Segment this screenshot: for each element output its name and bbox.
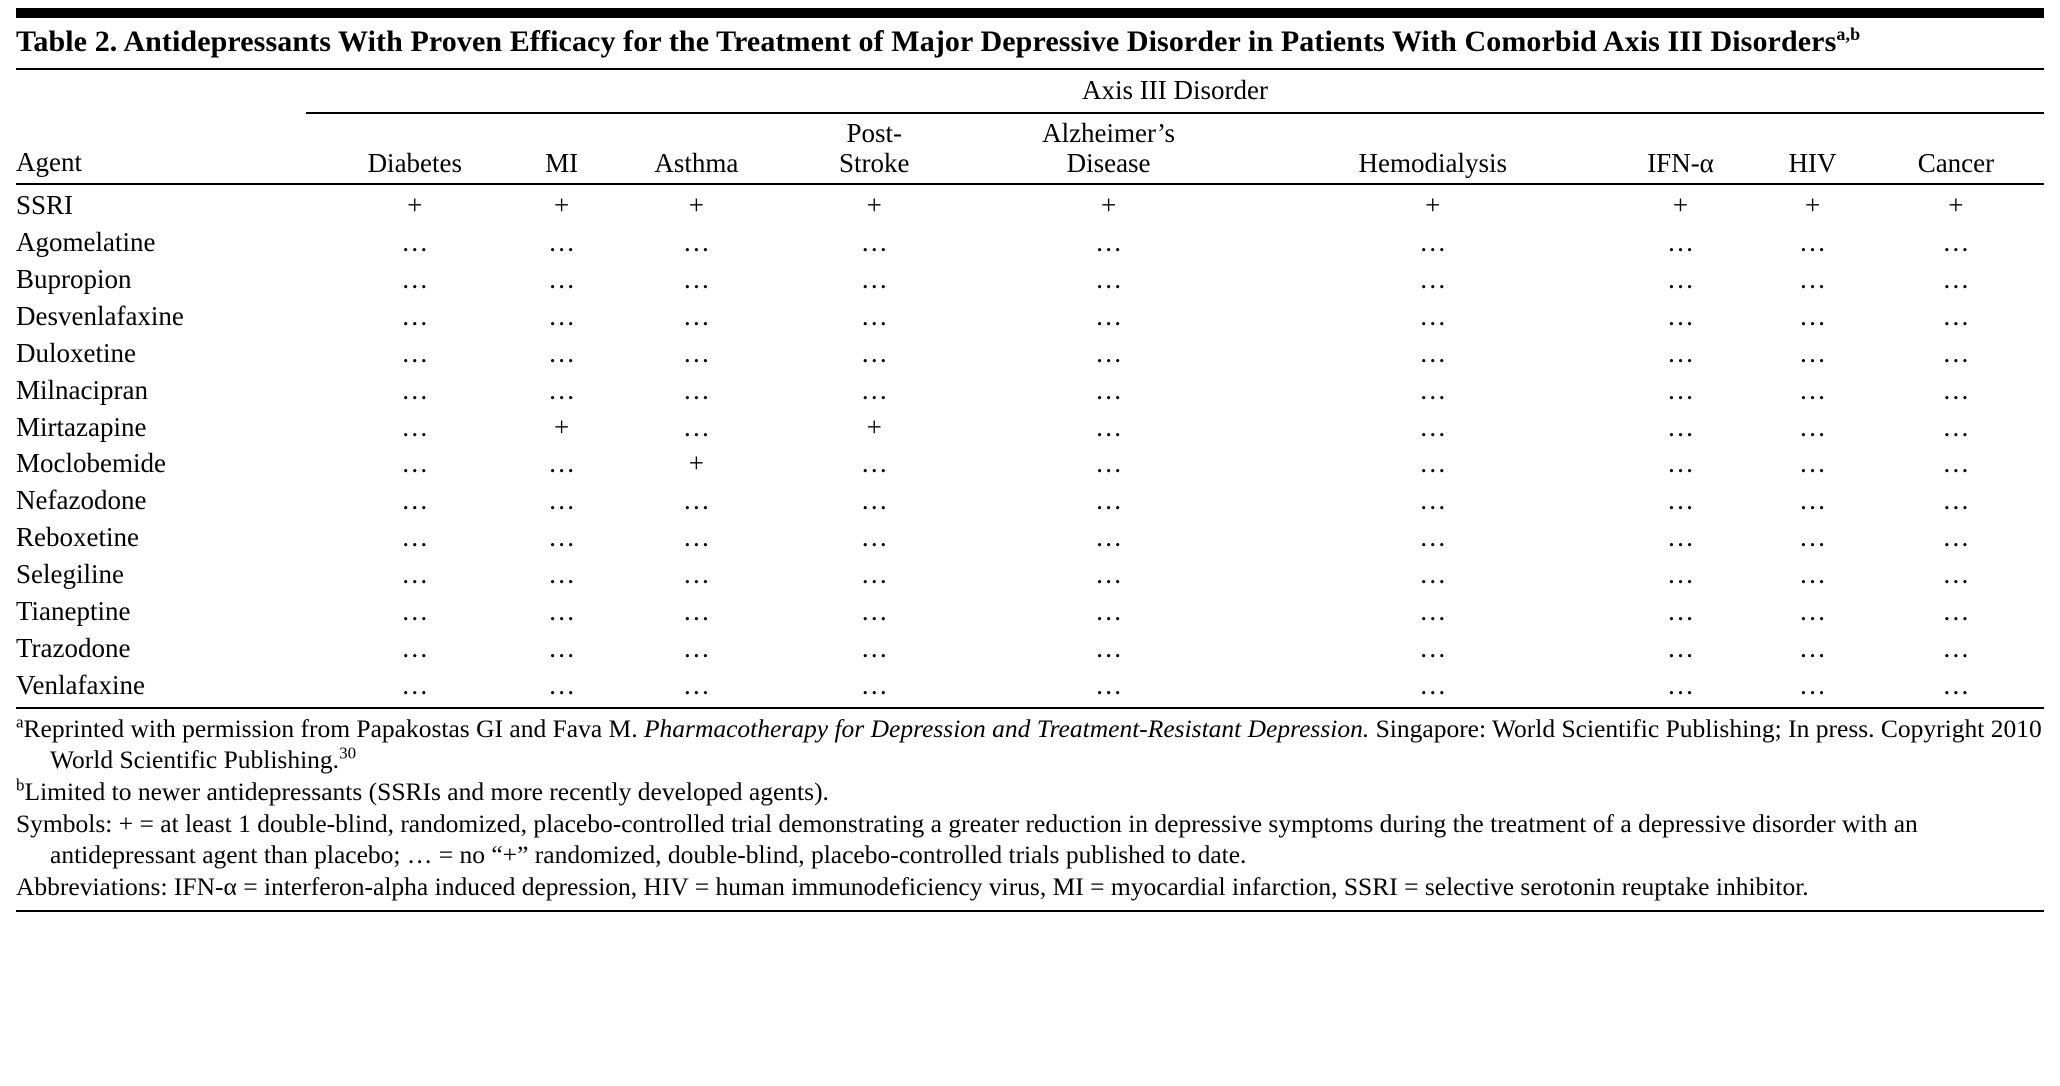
cell-agent-name: Selegiline [16,559,124,590]
cell-value: … [860,669,888,700]
top-rule [16,8,2044,18]
footnote-abbreviations [16,871,2044,902]
cell-value: … [1419,227,1447,258]
footnotes [16,713,2044,903]
cell-value: … [401,632,429,663]
cell-value: + [1672,190,1689,221]
cell-value: … [1942,337,1970,368]
cell-value: … [548,485,576,516]
cell-value: … [682,227,710,258]
cell-agent-name: Desvenlafaxine [16,301,184,332]
cell-value: … [401,485,429,516]
cell-value: … [1419,374,1447,405]
cell-value: … [548,374,576,405]
cell-value: … [1799,632,1827,663]
cell-value: … [1942,669,1970,700]
cell-value: … [401,227,429,258]
cell-agent-name: Milnacipran [16,374,148,405]
cell-value: … [401,448,429,479]
cell-value: … [1942,448,1970,479]
column-header-mi: MI [545,148,579,179]
cell-value: … [1942,411,1970,442]
cell-value: … [1419,337,1447,368]
column-header-row [16,114,2044,183]
bottom-rule [16,910,2044,912]
cell-value: … [1095,559,1123,590]
cell-value: … [1095,669,1123,700]
cell-value: … [1667,374,1695,405]
cell-value: … [1667,559,1695,590]
cell-value: … [1419,669,1447,700]
table-row [16,520,2044,557]
cell-value: … [1419,485,1447,516]
cell-value: … [860,559,888,590]
footnote-a-part2: Singapore: World Scientific Publishing; In press. Copyright 2010 World Scientific Publishing. [50,713,2042,774]
cell-value: … [860,374,888,405]
antidepressant-efficacy-table [16,70,2044,707]
body-bottom-rule [16,707,2044,709]
table-row [16,483,2044,520]
cell-value: … [1942,264,1970,295]
cell-value: … [401,301,429,332]
cell-value: … [860,264,888,295]
cell-agent-name: Duloxetine [16,337,136,368]
cell-value: … [548,559,576,590]
cell-value: … [1667,632,1695,663]
cell-value: … [682,301,710,332]
cell-value: … [1667,264,1695,295]
table-row [16,262,2044,299]
cell-value: … [1095,301,1123,332]
column-header-diabetes: Diabetes [367,148,463,179]
table-row [16,557,2044,594]
table-row [16,668,2044,707]
cell-value: … [1419,411,1447,442]
footnote-a-italic: Pharmacotherapy for Depression and Treatment-Resistant Depression. [643,713,1370,743]
cell-value: … [1095,337,1123,368]
cell-value: … [682,411,710,442]
column-header-hemodialysis: Hemodialysis [1358,148,1507,179]
cell-value: … [682,337,710,368]
cell-value: … [401,337,429,368]
cell-value: … [548,448,576,479]
cell-value: … [1799,411,1827,442]
cell-value: + [553,411,570,442]
table-title [16,24,2044,60]
cell-agent-name: SSRI [16,190,74,221]
cell-value: + [1100,190,1117,221]
cell-value: … [1095,227,1123,258]
footnote-symbols [16,808,2044,870]
cell-value: … [1942,374,1970,405]
footnote-a-part1: Reprinted with permission from Papakostas GI and Fava M. [23,713,644,743]
cell-value: … [1942,559,1970,590]
cell-value: … [682,559,710,590]
cell-value: … [860,595,888,626]
column-header-asthma: Asthma [654,148,739,179]
footnote-b-marker: b [16,775,25,795]
table-head [16,70,2044,185]
cell-value: … [1942,485,1970,516]
table-row [16,336,2044,373]
cell-value: … [682,522,710,553]
cell-value: + [553,190,570,221]
cell-value: … [1667,669,1695,700]
cell-value: … [1095,632,1123,663]
cell-value: … [1799,559,1827,590]
cell-value: + [1425,190,1441,221]
cell-value: … [1942,522,1970,553]
cell-value: … [1419,522,1447,553]
cell-value: … [548,301,576,332]
footnote-a-marker: a [16,712,24,731]
cell-agent-name: Venlafaxine [16,669,145,700]
footnote-abbreviations-text: Abbreviations: IFN-α = interferon-alpha induced depression, HIV = human immunodeficiency virus, MI = myocardial infarction, SSRI = selective serotonin reuptake inhibitor. [16,872,1809,902]
cell-value: … [1095,448,1123,479]
cell-value: … [1095,522,1123,553]
cell-value: … [1419,632,1447,663]
cell-value: … [1942,227,1970,258]
cell-value: + [688,190,704,221]
table-title-text: Table 2. Antidepressants With Proven Efficacy for the Treatment of Major Depressive Disorder in Patients With Comorbid Axis III Disorders [16,25,1837,58]
cell-value: … [682,632,710,663]
group-header-axis-iii: Axis III Disorder [1082,75,1268,105]
cell-value: … [1095,485,1123,516]
column-header-post-stroke: Post- Stroke [839,118,910,179]
cell-value: … [682,485,710,516]
table-row [16,410,2044,447]
cell-value: … [401,522,429,553]
cell-value: … [1667,411,1695,442]
cell-value: + [1948,190,1964,221]
cell-value: … [1667,448,1695,479]
cell-value: + [407,190,423,221]
cell-value: … [401,559,429,590]
cell-value: … [401,595,429,626]
table-row [16,185,2044,225]
cell-value: … [860,337,888,368]
cell-value: + [688,448,704,479]
cell-agent-name: Moclobemide [16,448,166,479]
table-row [16,594,2044,631]
cell-value: … [401,411,429,442]
cell-agent-name: Mirtazapine [16,411,147,442]
table-row [16,225,2044,262]
footnote-a-reference: 30 [339,743,357,763]
cell-agent-name: Agomelatine [16,227,156,258]
cell-value: … [682,595,710,626]
cell-value: … [1942,595,1970,626]
footnote-a [16,713,2044,775]
cell-value: … [682,264,710,295]
table-row [16,446,2044,483]
cell-value: … [1942,632,1970,663]
cell-value: … [1799,522,1827,553]
cell-value: … [1095,264,1123,295]
column-header-hiv: HIV [1788,148,1837,179]
cell-value: … [1095,411,1123,442]
cell-value: … [1799,301,1827,332]
cell-agent-name: Tianeptine [16,595,131,626]
cell-value: … [682,374,710,405]
cell-value: … [860,485,888,516]
cell-value: … [1799,374,1827,405]
cell-value: … [1667,301,1695,332]
cell-agent-name: Trazodone [16,632,131,663]
column-header-alzheimers-disease: Alzheimer’s Disease [1042,118,1176,179]
footnote-symbols-text: Symbols: + = at least 1 double-blind, randomized, placebo-controlled trial demonstrating a greater reduction in depressive symptoms during the treatment of a depressive disorder with an antidepressant agent than placebo; … = no “+” randomized, double-blind, placebo-controlled trials published to date. [16,808,1918,869]
cell-agent-name: Bupropion [16,264,132,295]
cell-agent-name: Nefazodone [16,485,147,516]
cell-value: … [860,448,888,479]
cell-value: … [1419,264,1447,295]
cell-value: … [860,632,888,663]
cell-value: … [1799,448,1827,479]
cell-agent-name: Reboxetine [16,522,139,553]
cell-value: + [1804,190,1821,221]
column-header-cancer: Cancer [1917,148,1995,179]
cell-value: … [548,337,576,368]
cell-value: … [1419,448,1447,479]
table-row [16,373,2044,410]
cell-value: … [860,522,888,553]
cell-value: … [548,522,576,553]
cell-value: … [1799,595,1827,626]
column-header-ifn-alpha: IFN-α [1647,148,1714,179]
cell-value: … [1667,227,1695,258]
cell-value: … [548,669,576,700]
cell-value: … [1799,337,1827,368]
footnote-b-text: Limited to newer antidepressants (SSRIs and more recently developed agents). [24,776,829,806]
cell-value: … [1799,264,1827,295]
cell-value: … [548,264,576,295]
column-header-agent: Agent [16,147,82,178]
table-body [16,185,2044,706]
cell-value: … [1667,337,1695,368]
cell-value: … [860,227,888,258]
cell-value: + [866,411,882,442]
cell-value: … [548,632,576,663]
cell-value: … [401,669,429,700]
cell-value: … [1667,522,1695,553]
cell-value: … [401,374,429,405]
cell-value: … [1799,485,1827,516]
table-title-footnote-marker: a,b [1836,24,1861,44]
cell-value: … [1667,595,1695,626]
footnote-b [16,776,2044,807]
table-row [16,299,2044,336]
cell-value: … [1942,301,1970,332]
cell-value: … [1095,374,1123,405]
cell-value: … [682,669,710,700]
cell-value: … [548,227,576,258]
cell-value: … [1799,669,1827,700]
table-row [16,631,2044,668]
cell-value: … [401,264,429,295]
cell-value: … [1419,595,1447,626]
cell-value: … [548,595,576,626]
cell-value: … [1667,485,1695,516]
cell-value: + [866,190,882,221]
cell-value: … [1799,227,1827,258]
group-header-row [16,70,2044,112]
cell-value: … [1095,595,1123,626]
cell-value: … [1419,559,1447,590]
cell-value: … [860,301,888,332]
cell-value: … [1419,301,1447,332]
